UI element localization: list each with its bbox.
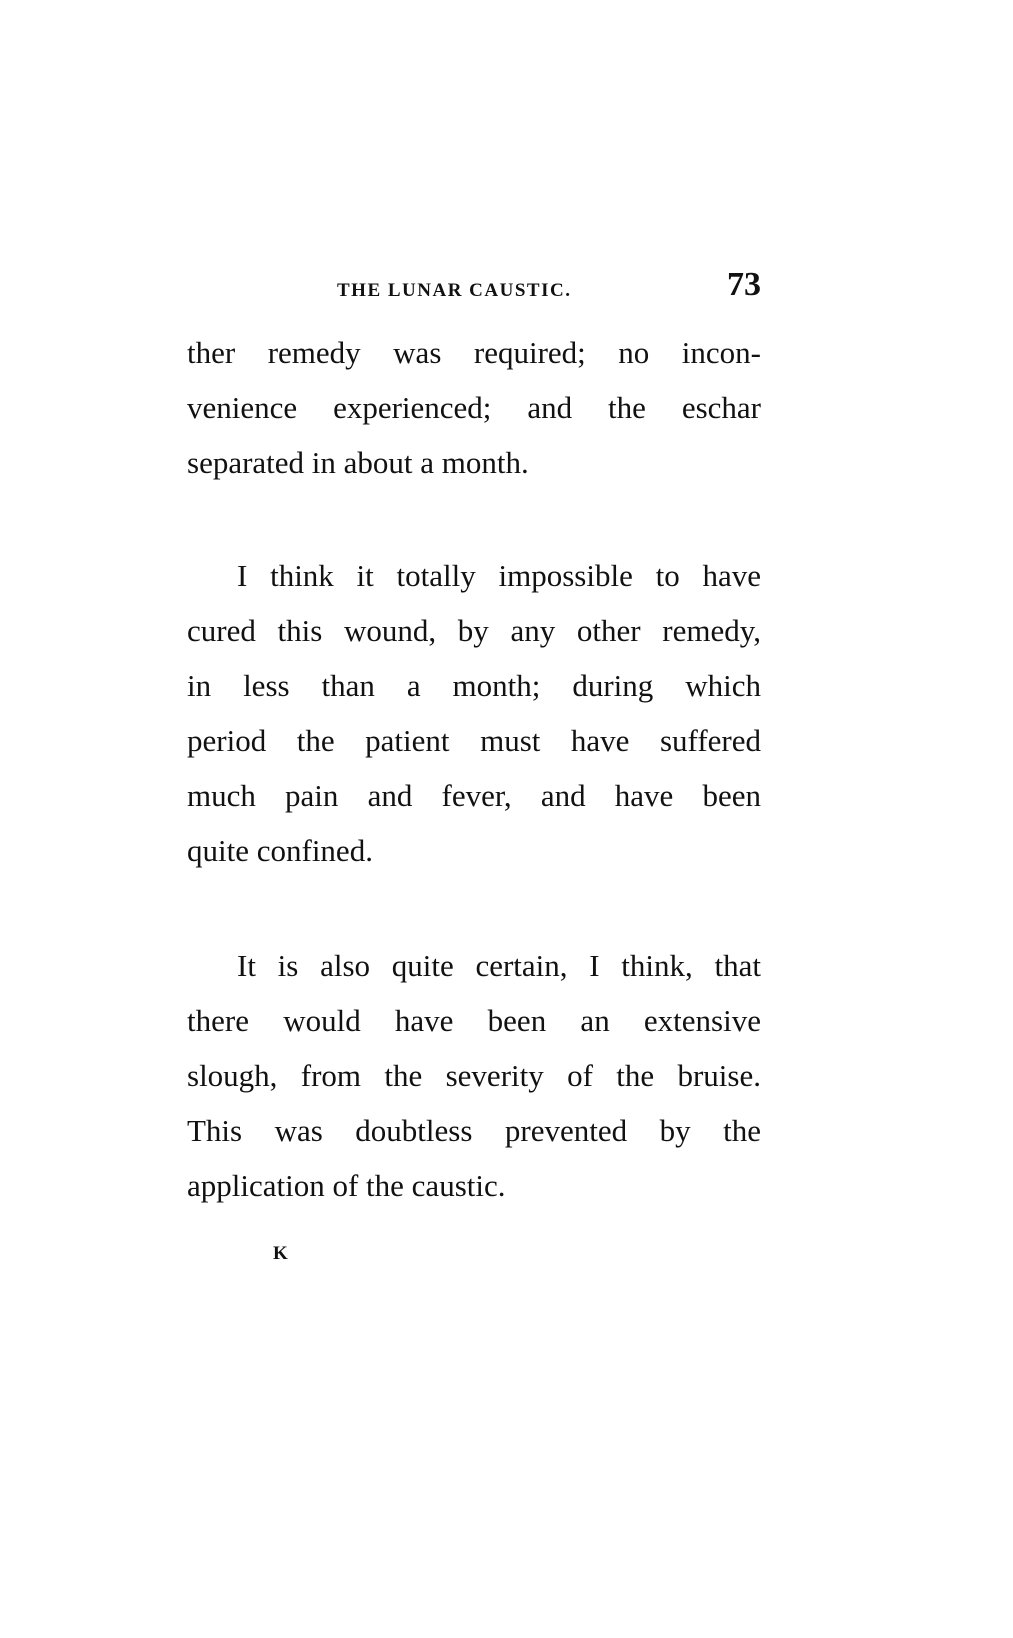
text-line: slough, from the severity of the bruise. (187, 1058, 761, 1093)
paragraph-3 (187, 938, 761, 1213)
paragraph-1 (187, 325, 761, 490)
text-line: much pain and fever, and have been (187, 778, 761, 813)
text-line: there would have been an extensive (187, 1003, 761, 1038)
text-line: application of the caustic. (187, 1168, 506, 1203)
text-line: venience experienced; and the eschar (187, 390, 761, 425)
signature-mark: K (273, 1243, 289, 1264)
text-line: I think it totally impossible to have (237, 558, 761, 593)
text-line: This was doubtless prevented by the (187, 1113, 761, 1148)
text-line: period the patient must have suffered (187, 723, 761, 758)
text-line: quite confined. (187, 833, 373, 868)
text-line: in less than a month; during which (187, 668, 761, 703)
text-line: ther remedy was required; no incon- (187, 335, 761, 370)
page-header (187, 266, 761, 310)
text-line: separated in about a month. (187, 445, 529, 480)
text-line: cured this wound, by any other remedy, (187, 613, 761, 648)
paragraph-2 (187, 548, 761, 878)
running-head: THE LUNAR CAUSTIC. (337, 280, 572, 301)
page-number: 73 (727, 266, 761, 303)
text-line: It is also quite certain, I think, that (237, 948, 761, 983)
